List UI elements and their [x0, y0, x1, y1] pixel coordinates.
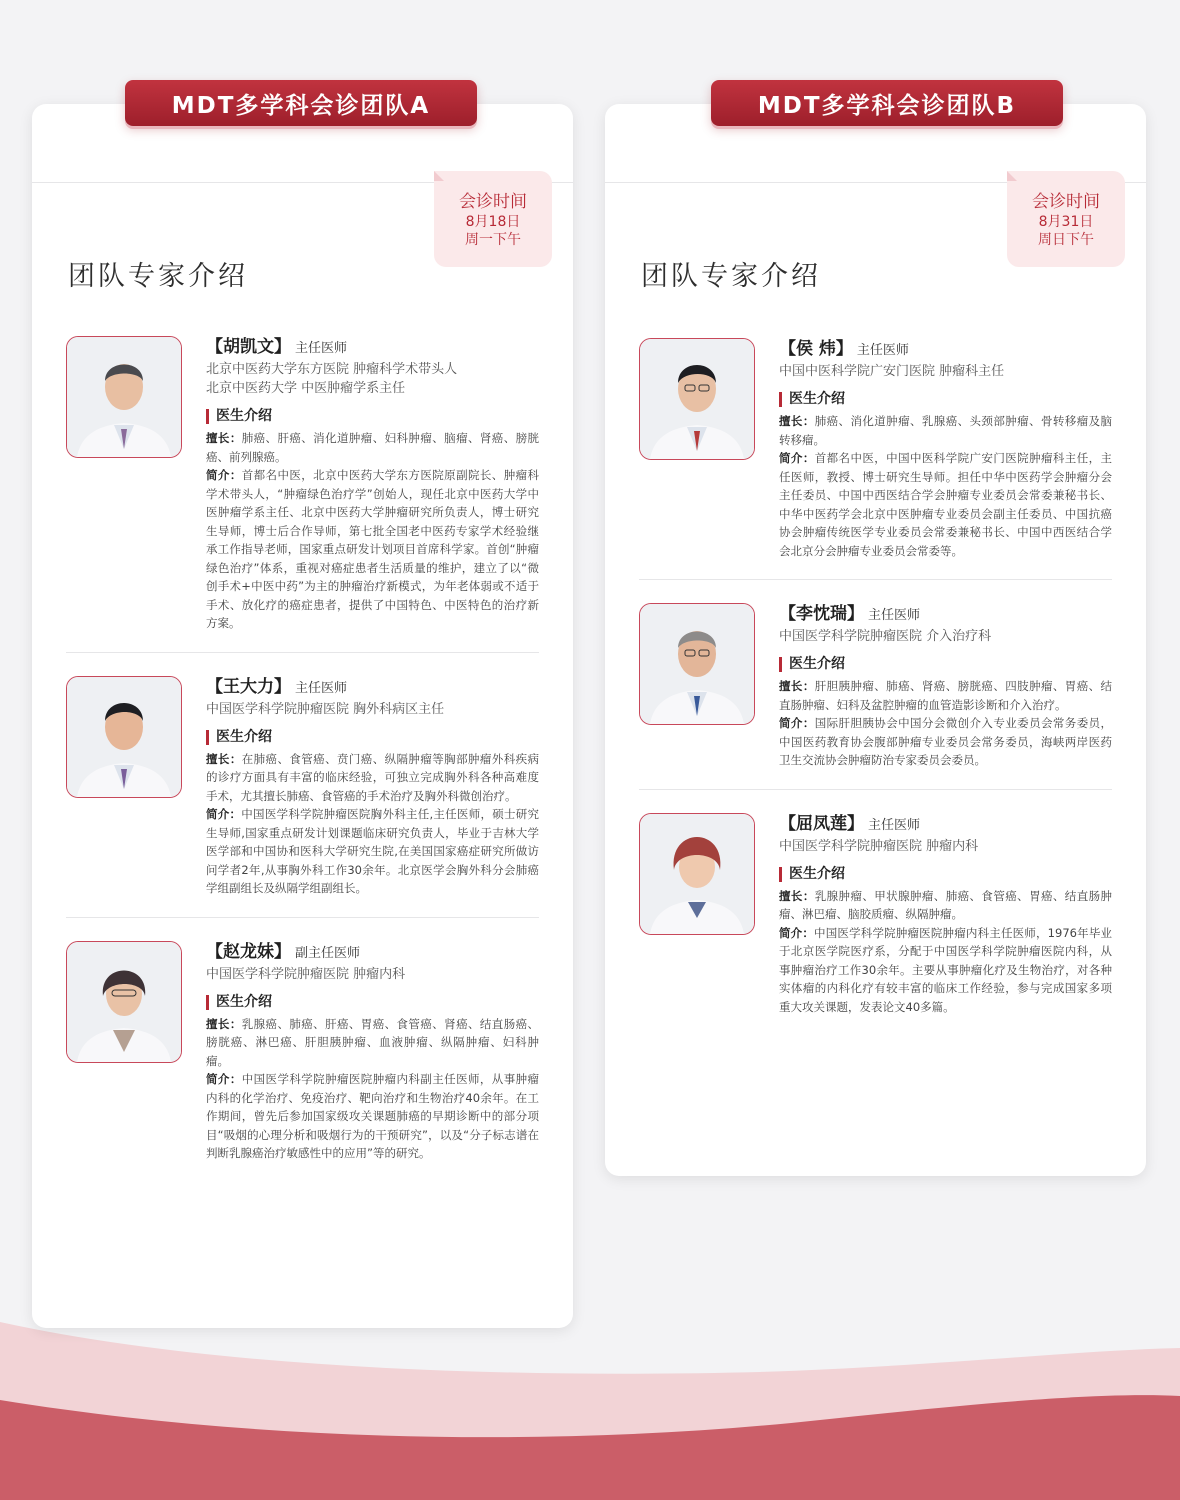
consult-time-tag — [434, 171, 552, 267]
doctor-affiliation: 中国医学科学院肿瘤医院 介入治疗科 — [779, 629, 992, 644]
doctor-profile — [639, 603, 1112, 770]
team-banner: MDT多学科会诊团队A — [125, 80, 477, 126]
intro-heading: 医生介绍 — [206, 409, 539, 424]
consult-time-label: 会诊时间 — [1032, 192, 1100, 212]
doctor-profile — [639, 813, 1112, 1017]
doctor-bio: 简介：国际肝胆胰协会中国分会微创介入专业委员会常务委员，中国医药教育协会腹部肿瘤专业委员会常务委员，海峡两岸医药卫生交流协会肿瘤防治专家委员会委员。 — [779, 716, 1113, 767]
doctor-profile — [66, 676, 539, 898]
doctor-name: 【胡凯文】 — [206, 337, 291, 357]
doctor-name: 【王大力】 — [206, 676, 291, 697]
doctor-info — [206, 336, 539, 633]
doctor-title: 主任医师 — [295, 680, 348, 696]
divider — [639, 579, 1112, 580]
team-card-b — [605, 92, 1146, 1176]
consult-day: 周日下午 — [1038, 232, 1094, 248]
section-title: 团队专家介绍 — [641, 261, 821, 292]
doctor-title: 副主任医师 — [295, 945, 361, 961]
doctor-info — [779, 813, 1112, 1017]
divider — [66, 917, 539, 918]
doctor-name: 【李忱瑞】 — [779, 604, 864, 624]
doctor-affiliation: 北京中医药大学 中医肿瘤学系主任 — [206, 381, 406, 396]
doctor-bio: 简介：首都名中医，北京中医药大学东方医院原副院长、肿瘤科学术带头人，“肿瘤绿色治疗学”创始人，现任北京中医药大学中医肿瘤学系主任、北京中医药大学肿瘤研究所负责人，博士研究生导师，博士后合作导师，第七批全国老中医药专家学术经验继承工作指导老师，国家重点研发计划项目首席科学家。首创“肿瘤绿色治疗”体系，重视对癌症患者生活质量的维护，建立了以“微创手术+中医中药”为主的肿瘤治疗新模式，为年老体弱或不适于手术、放化疗的癌症患者，提供了中国特色、中医特色的治疗新方案。 — [206, 468, 540, 630]
consult-day: 周一下午 — [465, 232, 521, 248]
doctor-photo — [66, 336, 182, 458]
doctor-list — [66, 336, 539, 1163]
team-card-a — [32, 92, 573, 1328]
background-wave — [0, 1300, 1180, 1500]
section-title: 团队专家介绍 — [68, 261, 248, 292]
doctor-specialty: 擅长：乳腺肿瘤、甲状腺肿瘤、肺癌、食管癌、胃癌、结直肠肿瘤、淋巴瘤、脑胶质瘤、纵隔肿瘤。 — [779, 888, 1113, 921]
doctor-photo — [639, 603, 755, 725]
doctor-title: 主任医师 — [868, 817, 921, 833]
doctor-photo — [66, 941, 182, 1063]
doctor-affiliation: 中国医学科学院肿瘤医院 胸外科病区主任 — [206, 701, 445, 717]
doctor-info — [779, 338, 1112, 560]
doctor-name: 【屈凤莲】 — [779, 813, 864, 834]
doctor-affiliation: 中国中医科学院广安门医院 肿瘤科主任 — [779, 364, 1005, 379]
doctor-specialty: 擅长：在肺癌、食管癌、贲门癌、纵隔肿瘤等胸部肿瘤外科疾病的诊疗方面具有丰富的临床经验，可独立完成胸外科各种高难度手术，尤其擅长肺癌、食管癌的手术治疗及胸外科微创治疗。 — [206, 751, 540, 803]
doctor-bio: 简介：首都名中医，中国中医科学院广安门医院肿瘤科主任，主任医师，教授、博士研究生导师。担任中华中医药学会肿瘤分会主任委员、中国中西医结合学会肿瘤专业委员会常委兼秘书长、中华中医药学会北京中医肿瘤专业委员会副主任委员、中国抗癌协会肿瘤传统医学专业委员会常委兼秘书长、中国中西医结合学会北京分会肿瘤专业委员会常委等。 — [779, 451, 1113, 558]
doctor-specialty: 擅长：肺癌、肝癌、消化道肿瘤、妇科肿瘤、脑瘤、肾癌、膀胱癌、前列腺癌。 — [206, 431, 540, 464]
doctor-photo — [66, 676, 182, 798]
doctor-title: 主任医师 — [295, 341, 348, 356]
divider — [66, 652, 539, 653]
doctor-photo — [639, 813, 755, 935]
intro-heading: 医生介绍 — [779, 867, 1112, 882]
doctor-info — [779, 603, 1112, 770]
consult-time-label: 会诊时间 — [459, 192, 527, 212]
doctor-specialty: 擅长：肝胆胰肿瘤、肺癌、肾癌、膀胱癌、四肢肿瘤、胃癌、结直肠肿瘤、妇科及盆腔肿瘤的血管造影诊断和介入治疗。 — [779, 679, 1113, 712]
doctor-list — [639, 338, 1112, 1016]
doctor-affiliation: 北京中医药大学东方医院 肿瘤科学术带头人 — [206, 362, 458, 377]
consult-date: 8月18日 — [465, 214, 521, 230]
divider — [639, 789, 1112, 790]
doctor-profile — [66, 941, 539, 1163]
doctor-info — [206, 676, 539, 898]
intro-heading: 医生介绍 — [779, 392, 1112, 407]
intro-heading: 医生介绍 — [206, 995, 539, 1010]
doctor-bio: 简介：中国医学科学院肿瘤医院肿瘤内科副主任医师，从事肿瘤内科的化学治疗、免疫治疗、靶向治疗和生物治疗40余年。在工作期间，曾先后参加国家级攻关课题肺癌的早期诊断中的部分项目“吸烟的心理分析和吸烟行为的干预研究”，以及“分子标志谱在判断乳腺癌治疗敏感性中的应用”等的研究。 — [206, 1072, 540, 1160]
doctor-affiliation: 中国医学科学院肿瘤医院 肿瘤内科 — [779, 838, 979, 854]
doctor-photo — [639, 338, 755, 460]
doctor-bio: 简介：中国医学科学院肿瘤医院肿瘤内科主任医师，1976年毕业于北京医学院医疗系，分配于中国医学科学院肿瘤医院内科，从事肿瘤治疗工作30余年。主要从事肿瘤化疗及生物治疗，对各种实体瘤的内科化疗有较丰富的临床工作经验，参与完成国家多项重大攻关课题，发表论文40多篇。 — [779, 925, 1112, 1014]
doctor-profile — [639, 338, 1112, 560]
consult-time-tag — [1007, 171, 1125, 267]
intro-heading: 医生介绍 — [779, 657, 1112, 672]
doctor-specialty: 擅长：乳腺癌、肺癌、肝癌、胃癌、食管癌、肾癌、结直肠癌、膀胱癌、淋巴癌、肝胆胰肿瘤、血液肿瘤、纵隔肿瘤、妇科肿瘤。 — [206, 1016, 540, 1068]
doctor-name: 【赵龙妹】 — [206, 941, 291, 962]
consult-date: 8月31日 — [1038, 214, 1094, 230]
doctor-affiliation: 中国医学科学院肿瘤医院 肿瘤内科 — [206, 966, 406, 982]
intro-heading: 医生介绍 — [206, 730, 539, 745]
doctor-bio: 简介：中国医学科学院肿瘤医院胸外科主任,主任医师，硕士研究生导师,国家重点研发计划课题临床研究负责人，毕业于吉林大学医学部和中国协和医科大学研究生院,在美国国家癌症研究所做访问学者2年,从事胸外科工作30余年。北京医学会胸外科分会肺癌学组副组长及纵隔学组副组长。 — [206, 807, 540, 895]
doctor-info — [206, 941, 539, 1163]
doctor-title: 主任医师 — [856, 343, 909, 358]
team-banner: MDT多学科会诊团队B — [711, 80, 1063, 126]
doctor-specialty: 擅长：肺癌、消化道肿瘤、乳腺癌、头颈部肿瘤、骨转移瘤及脑转移瘤。 — [779, 414, 1113, 447]
doctor-title: 主任医师 — [868, 608, 921, 623]
doctor-name: 【侯 炜】 — [779, 339, 853, 359]
doctor-profile — [66, 336, 539, 633]
